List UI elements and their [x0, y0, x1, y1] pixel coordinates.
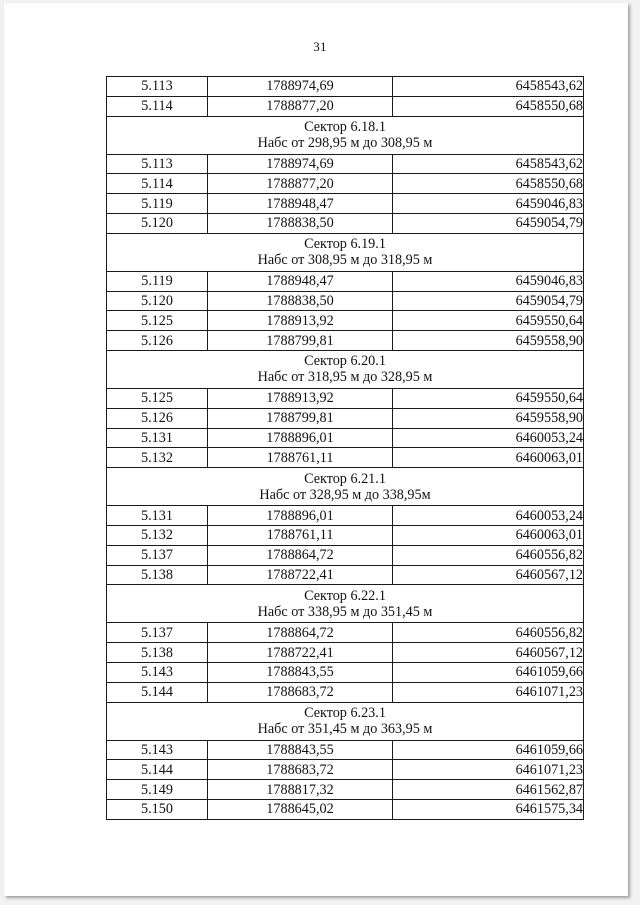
x-coordinate-cell: 1788761,11 [208, 525, 393, 545]
point-id-cell: 5.126 [107, 408, 208, 428]
sector-height-range: Набс от 308,95 м до 318,95 м [257, 252, 433, 269]
sector-header-cell [107, 116, 584, 154]
sector-title: Сектор 6.23.1 [304, 705, 386, 722]
y-coordinate-cell: 6460567,12 [393, 643, 584, 663]
table-row [107, 194, 584, 214]
y-coordinate-cell: 6458550,68 [393, 174, 584, 194]
table-row [107, 799, 584, 819]
point-id-cell: 5.138 [107, 565, 208, 585]
x-coordinate-cell: 1788683,72 [208, 682, 393, 702]
point-id-cell: 5.143 [107, 740, 208, 760]
table-row [107, 760, 584, 780]
x-coordinate-cell: 1788722,41 [208, 565, 393, 585]
point-id-cell: 5.119 [107, 271, 208, 291]
y-coordinate-cell: 6460063,01 [393, 448, 584, 468]
sector-title: Сектор 6.18.1 [304, 119, 386, 136]
x-coordinate-cell: 1788864,72 [208, 545, 393, 565]
point-id-cell: 5.143 [107, 662, 208, 682]
point-id-cell: 5.125 [107, 388, 208, 408]
sector-header-cell [107, 585, 584, 623]
y-coordinate-cell: 6458543,62 [393, 154, 584, 174]
table-row [107, 388, 584, 408]
y-coordinate-cell: 6458550,68 [393, 96, 584, 116]
table-row [107, 271, 584, 291]
sector-header-cell [107, 350, 584, 388]
table-row [107, 77, 584, 97]
x-coordinate-cell: 1788799,81 [208, 331, 393, 351]
table-row [107, 740, 584, 760]
x-coordinate-cell: 1788974,69 [208, 154, 393, 174]
point-id-cell: 5.144 [107, 682, 208, 702]
point-id-cell: 5.113 [107, 77, 208, 97]
point-id-cell: 5.131 [107, 428, 208, 448]
point-id-cell: 5.138 [107, 643, 208, 663]
sector-title: Сектор 6.21.1 [304, 470, 386, 487]
y-coordinate-cell: 6459558,90 [393, 408, 584, 428]
point-id-cell: 5.144 [107, 760, 208, 780]
sector-height-range: Набс от 351,45 м до 363,95 м [257, 721, 433, 738]
point-id-cell: 5.131 [107, 506, 208, 526]
y-coordinate-cell: 6460556,82 [393, 623, 584, 643]
point-id-cell: 5.120 [107, 291, 208, 311]
table-row [107, 662, 584, 682]
sector-height-range: Набс от 338,95 м до 351,45 м [257, 603, 433, 620]
sector-header-row [107, 702, 584, 740]
y-coordinate-cell: 6459550,64 [393, 388, 584, 408]
point-id-cell: 5.137 [107, 545, 208, 565]
table-row [107, 428, 584, 448]
point-id-cell: 5.137 [107, 623, 208, 643]
x-coordinate-cell: 1788877,20 [208, 96, 393, 116]
x-coordinate-cell: 1788948,47 [208, 194, 393, 214]
x-coordinate-cell: 1788683,72 [208, 760, 393, 780]
y-coordinate-cell: 6460053,24 [393, 428, 584, 448]
table-row [107, 311, 584, 331]
sector-header-cell [107, 702, 584, 740]
table-row [107, 643, 584, 663]
table-row [107, 565, 584, 585]
table-row [107, 331, 584, 351]
y-coordinate-cell: 6461071,23 [393, 682, 584, 702]
y-coordinate-cell: 6459046,83 [393, 271, 584, 291]
x-coordinate-cell: 1788864,72 [208, 623, 393, 643]
x-coordinate-cell: 1788799,81 [208, 408, 393, 428]
table-row [107, 682, 584, 702]
point-id-cell: 5.150 [107, 799, 208, 819]
x-coordinate-cell: 1788838,50 [208, 213, 393, 233]
y-coordinate-cell: 6459046,83 [393, 194, 584, 214]
y-coordinate-cell: 6459054,79 [393, 291, 584, 311]
y-coordinate-cell: 6460567,12 [393, 565, 584, 585]
table-row [107, 623, 584, 643]
y-coordinate-cell: 6460063,01 [393, 525, 584, 545]
point-id-cell: 5.119 [107, 194, 208, 214]
table-row [107, 506, 584, 526]
point-id-cell: 5.114 [107, 96, 208, 116]
point-id-cell: 5.114 [107, 174, 208, 194]
table-row [107, 525, 584, 545]
y-coordinate-cell: 6461059,66 [393, 662, 584, 682]
sector-header-row [107, 116, 584, 154]
x-coordinate-cell: 1788843,55 [208, 662, 393, 682]
y-coordinate-cell: 6458543,62 [393, 77, 584, 97]
table-row [107, 96, 584, 116]
y-coordinate-cell: 6459558,90 [393, 331, 584, 351]
table-row [107, 291, 584, 311]
y-coordinate-cell: 6461575,34 [393, 799, 584, 819]
y-coordinate-cell: 6461562,87 [393, 780, 584, 800]
sector-title: Сектор 6.19.1 [304, 236, 386, 253]
sector-header-row [107, 468, 584, 506]
x-coordinate-cell: 1788948,47 [208, 271, 393, 291]
x-coordinate-cell: 1788896,01 [208, 506, 393, 526]
point-id-cell: 5.120 [107, 213, 208, 233]
sector-header-row [107, 350, 584, 388]
point-id-cell: 5.149 [107, 780, 208, 800]
table-row [107, 780, 584, 800]
x-coordinate-cell: 1788896,01 [208, 428, 393, 448]
sector-header-cell [107, 233, 584, 271]
table-row [107, 174, 584, 194]
sector-title: Сектор 6.22.1 [304, 587, 386, 604]
x-coordinate-cell: 1788913,92 [208, 311, 393, 331]
page-number: 31 [313, 39, 327, 54]
y-coordinate-cell: 6460053,24 [393, 506, 584, 526]
x-coordinate-cell: 1788722,41 [208, 643, 393, 663]
table-row [107, 448, 584, 468]
table-row [107, 545, 584, 565]
coordinates-table [106, 76, 584, 820]
sector-header-row [107, 233, 584, 271]
point-id-cell: 5.125 [107, 311, 208, 331]
point-id-cell: 5.113 [107, 154, 208, 174]
sector-title: Сектор 6.20.1 [304, 353, 386, 370]
y-coordinate-cell: 6461059,66 [393, 740, 584, 760]
x-coordinate-cell: 1788974,69 [208, 77, 393, 97]
sector-height-range: Набс от 298,95 м до 308,95 м [257, 135, 433, 152]
coordinates-table-body [107, 77, 584, 820]
sector-header-cell [107, 468, 584, 506]
x-coordinate-cell: 1788877,20 [208, 174, 393, 194]
y-coordinate-cell: 6459054,79 [393, 213, 584, 233]
x-coordinate-cell: 1788843,55 [208, 740, 393, 760]
table-row [107, 408, 584, 428]
table-row [107, 213, 584, 233]
x-coordinate-cell: 1788761,11 [208, 448, 393, 468]
y-coordinate-cell: 6461071,23 [393, 760, 584, 780]
x-coordinate-cell: 1788913,92 [208, 388, 393, 408]
sector-height-range: Набс от 328,95 м до 338,95м [259, 486, 431, 503]
point-id-cell: 5.132 [107, 448, 208, 468]
sector-height-range: Набс от 318,95 м до 328,95 м [257, 369, 433, 386]
y-coordinate-cell: 6460556,82 [393, 545, 584, 565]
y-coordinate-cell: 6459550,64 [393, 311, 584, 331]
point-id-cell: 5.126 [107, 331, 208, 351]
point-id-cell: 5.132 [107, 525, 208, 545]
x-coordinate-cell: 1788645,02 [208, 799, 393, 819]
x-coordinate-cell: 1788838,50 [208, 291, 393, 311]
table-row [107, 154, 584, 174]
x-coordinate-cell: 1788817,32 [208, 780, 393, 800]
sector-header-row [107, 585, 584, 623]
